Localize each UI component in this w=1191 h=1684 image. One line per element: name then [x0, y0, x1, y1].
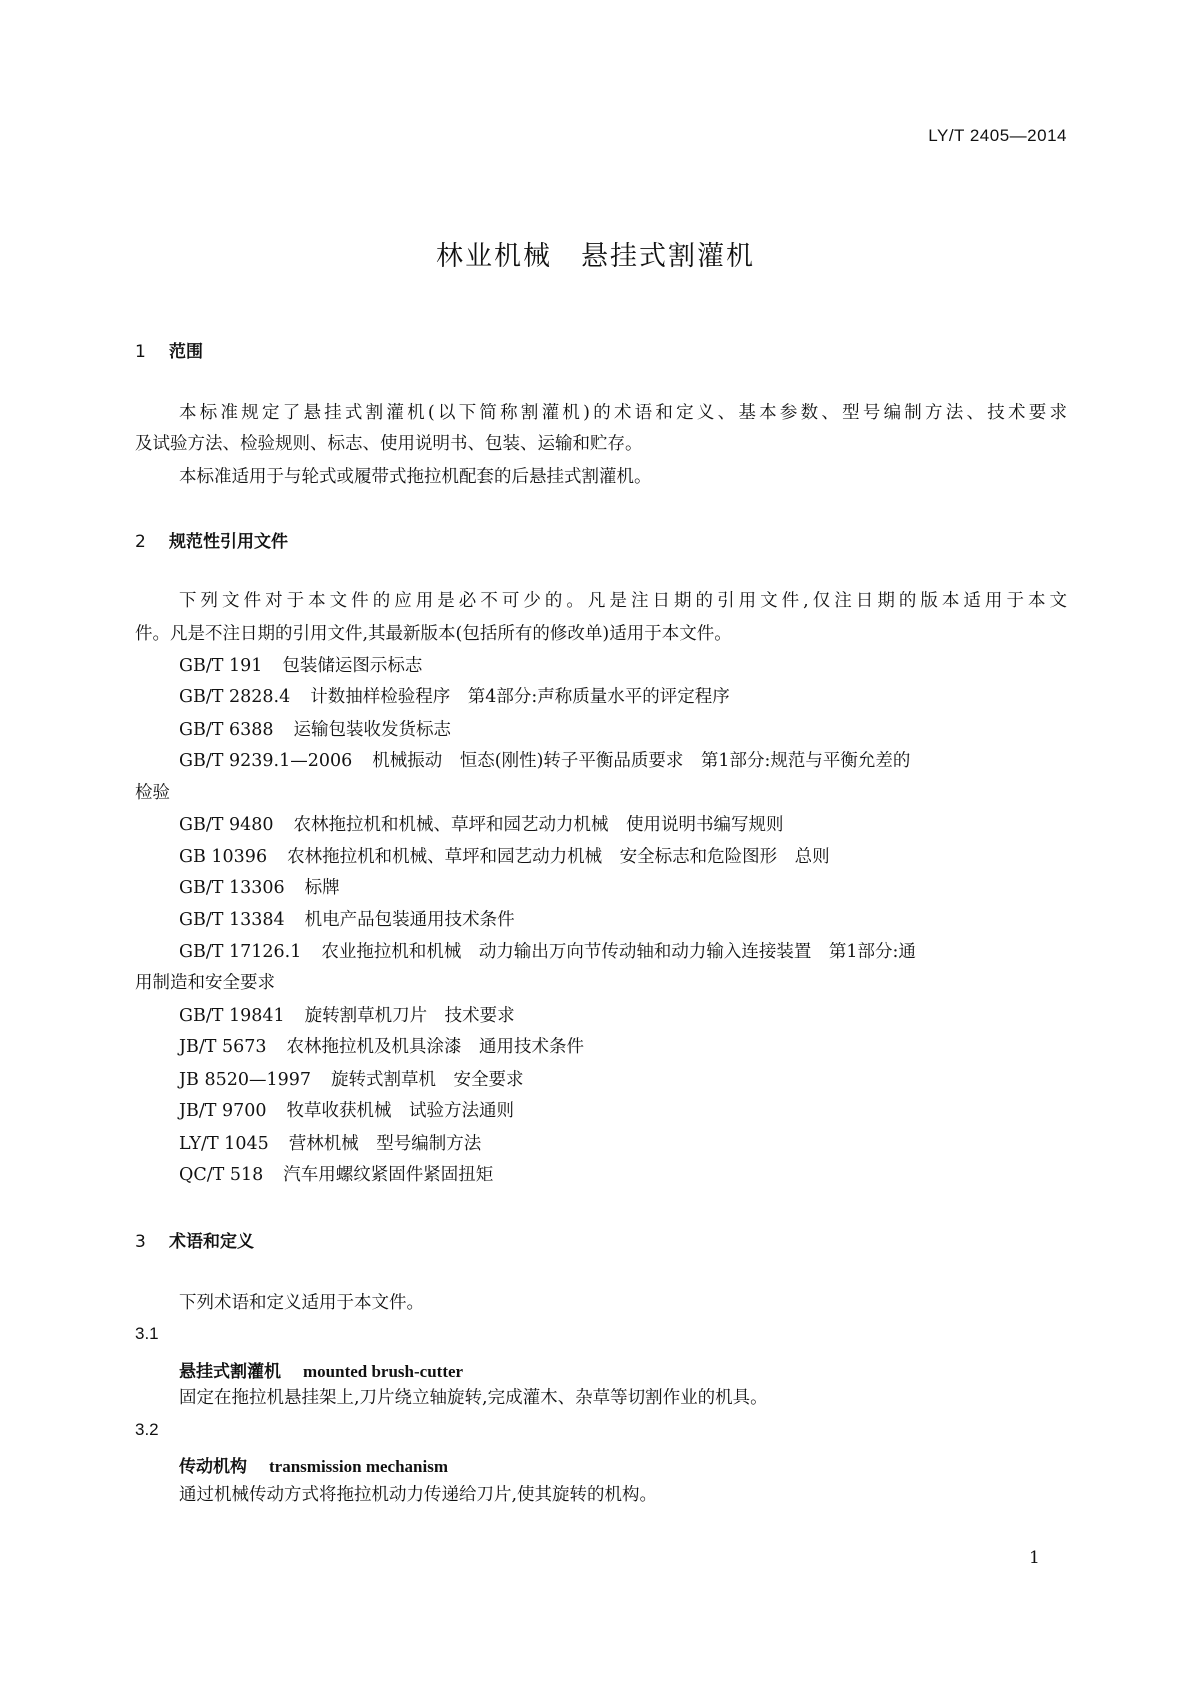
section-title: 范围	[169, 342, 203, 362]
section-title: 规范性引用文件	[169, 532, 288, 552]
paragraph-line: 件。凡是不注日期的引用文件,其最新版本(包括所有的修改单)适用于本文件。	[135, 624, 732, 644]
reference-code: QC/T 518	[179, 1165, 264, 1185]
term-en: mounted brush-cutter	[303, 1362, 464, 1381]
reference-item	[179, 845, 830, 869]
reference-code: GB/T 191	[179, 656, 263, 676]
reference-title: 机电产品包装通用技术条件	[304, 910, 515, 930]
reference-code: GB/T 17126.1	[179, 942, 302, 962]
paragraph-line: 及试验方法、检验规则、标志、使用说明书、包装、运输和贮存。	[135, 434, 643, 454]
reference-code: LY/T 1045	[179, 1134, 269, 1154]
reference-code: GB/T 13384	[179, 910, 285, 930]
reference-item	[179, 1163, 493, 1187]
reference-item	[179, 1068, 524, 1092]
term-number: 3.1	[135, 1324, 159, 1343]
reference-title: 农林拖拉机和机械、草坪和园艺动力机械 安全标志和危险图形 总则	[287, 847, 830, 867]
reference-item	[179, 940, 916, 964]
term-definition: 通过机械传动方式将拖拉机动力传递给刀片,使其旋转的机构。	[179, 1485, 658, 1505]
reference-title: 旋转式割草机 安全要求	[331, 1070, 524, 1090]
reference-title: 机械振动 恒态(刚性)转子平衡品质要求 第1部分:规范与平衡允差的	[372, 751, 911, 771]
reference-title: 旋转割草机刀片 技术要求	[304, 1006, 515, 1026]
section-title: 术语和定义	[169, 1232, 254, 1252]
section-3-heading	[135, 1227, 254, 1252]
reference-item	[179, 685, 730, 709]
term-number: 3.2	[135, 1420, 159, 1439]
term-heading	[179, 1357, 463, 1382]
reference-item	[179, 1035, 584, 1059]
reference-code: GB/T 19841	[179, 1006, 285, 1026]
reference-item	[179, 813, 784, 837]
reference-title: 农林拖拉机及机具涂漆 通用技术条件	[286, 1037, 585, 1057]
section-number: 2	[135, 532, 146, 552]
section-1-heading	[135, 337, 203, 362]
reference-title: 营林机械 型号编制方法	[288, 1134, 482, 1154]
reference-title: 汽车用螺纹紧固件紧固扭矩	[283, 1165, 494, 1185]
reference-item	[179, 749, 1067, 773]
document-title: 林业机械 悬挂式割灌机	[436, 241, 755, 272]
reference-title: 包装储运图示标志	[282, 656, 423, 676]
reference-title: 运输包装收发货标志	[293, 720, 452, 740]
section-2-heading	[135, 527, 288, 552]
reference-title: 计数抽样检验程序 第4部分:声称质量水平的评定程序	[310, 687, 730, 707]
reference-title: 标牌	[304, 878, 340, 898]
reference-code: GB 10396	[179, 847, 268, 867]
reference-code: JB/T 9700	[179, 1101, 267, 1121]
paragraph-line: 本标准规定了悬挂式割灌机(以下简称割灌机)的术语和定义、基本参数、型号编制方法、技术要求	[179, 403, 1067, 423]
reference-title: 牧草收获机械 试验方法通则	[286, 1101, 515, 1121]
reference-code: GB/T 2828.4	[179, 687, 291, 707]
term-zh: 传动机构	[179, 1457, 247, 1477]
standard-number: LY/T 2405—2014	[928, 126, 1067, 145]
reference-title: 农业拖拉机和机械 动力输出万向节传动轴和动力输入连接装置 第1部分:通	[321, 942, 916, 962]
reference-code: GB/T 9480	[179, 815, 274, 835]
reference-item	[179, 876, 340, 900]
reference-continuation: 检验	[135, 783, 170, 803]
reference-continuation: 用制造和安全要求	[135, 973, 275, 993]
reference-code: JB/T 5673	[179, 1037, 267, 1057]
term-en: transmission mechanism	[269, 1457, 448, 1476]
reference-code: GB/T 9239.1—2006	[179, 751, 353, 771]
reference-item	[179, 908, 515, 932]
reference-title: 农林拖拉机和机械、草坪和园艺动力机械 使用说明书编写规则	[293, 815, 784, 835]
reference-item	[179, 1132, 481, 1156]
section-number: 3	[135, 1232, 146, 1252]
reference-item	[179, 1004, 515, 1028]
term-definition: 固定在拖拉机悬挂架上,刀片绕立轴旋转,完成灌木、杂草等切割作业的机具。	[179, 1388, 768, 1408]
reference-code: GB/T 6388	[179, 720, 274, 740]
reference-item	[179, 1099, 514, 1123]
page-number: 1	[1029, 1548, 1040, 1568]
reference-item	[179, 654, 422, 678]
term-heading	[179, 1452, 448, 1477]
reference-item	[179, 718, 451, 742]
paragraph-line: 下列文件对于本文件的应用是必不可少的。凡是注日期的引用文件,仅注日期的版本适用于本文	[179, 591, 1067, 611]
term-zh: 悬挂式割灌机	[179, 1362, 281, 1382]
reference-code: GB/T 13306	[179, 878, 285, 898]
reference-code: JB 8520—1997	[179, 1070, 312, 1090]
paragraph-line: 本标准适用于与轮式或履带式拖拉机配套的后悬挂式割灌机。	[179, 467, 652, 487]
section-number: 1	[135, 342, 146, 362]
paragraph-line: 下列术语和定义适用于本文件。	[179, 1293, 424, 1313]
